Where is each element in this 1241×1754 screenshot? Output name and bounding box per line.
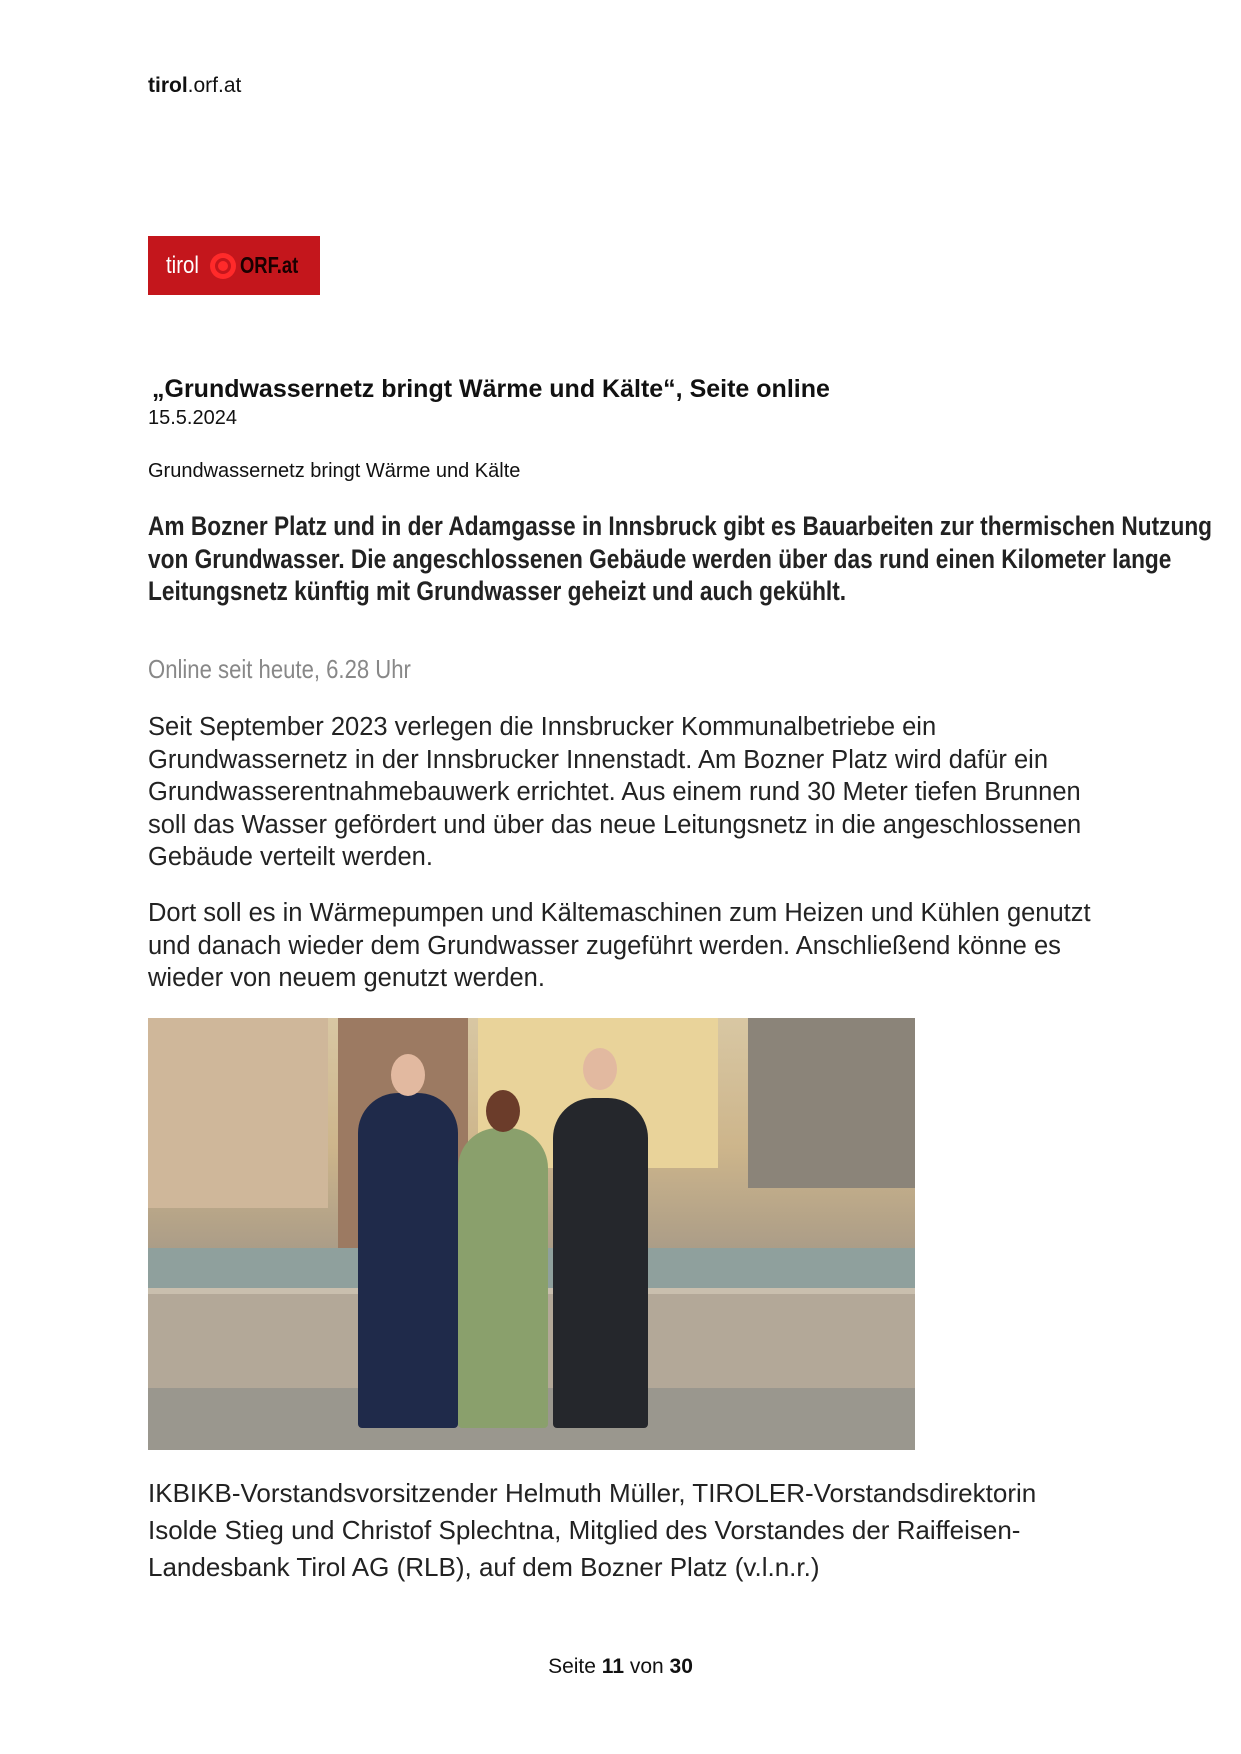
body-paragraph: Dort soll es in Wärmepumpen und Kältemaschinen zum Heizen und Kühlen genutzt und danach wieder dem Grundwasser zugeführt werden. Anschließend könne es wieder von neuem genutzt werden. bbox=[148, 899, 1091, 992]
article-photo bbox=[148, 1018, 915, 1450]
footer-prefix: Seite bbox=[548, 1655, 596, 1678]
article-lead: Am Bozner Platz und in der Adamgasse in Innsbruck gibt es Bauarbeiten zur thermischen Nutzung von Grundwasser. Die angeschlossenen Gebäude werden über das rund einen Kilometer lange Leitungsnetz künftig mit Grundwasser geheizt und auch gekühlt. bbox=[148, 511, 1213, 606]
footer-middle: von bbox=[629, 1655, 664, 1678]
logo-right-text: ORF.at bbox=[240, 252, 299, 278]
logo-left-text: tirol bbox=[166, 251, 199, 279]
orf-ring-icon bbox=[210, 253, 236, 279]
article-heading: „Grundwassernetz bringt Wärme und Kälte“, Seite online bbox=[152, 375, 830, 403]
article-date: 15.5.2024 bbox=[148, 407, 237, 429]
online-since: Online seit heute, 6.28 Uhr bbox=[148, 654, 411, 684]
page-footer bbox=[0, 1655, 1241, 1679]
site-name bbox=[148, 74, 241, 98]
current-page: 11 bbox=[601, 1655, 624, 1678]
photo-caption: IKBIKB-Vorstandsvorsitzender Helmuth Müller, TIROLER-Vorstandsdirektorin Isolde Stieg und Christof Splechtna, Mitglied des Vorstandes der Raiffeisen-Landesbank Tirol AG (RLB), auf dem Bozner Platz (v.l.n.r.) bbox=[148, 1478, 1037, 1582]
body-paragraph: Seit September 2023 verlegen die Innsbrucker Kommunalbetriebe ein Grundwassernetz in der Innsbrucker Innenstadt. Am Bozner Platz wird dafür ein Grundwasserentnahmebauwerk errichtet. Aus einem rund 30 Meter tiefen Brunnen soll das Wasser gefördert und über das neue Leitungsnetz in die angeschlossenen Gebäude verteilt werden. bbox=[148, 713, 1082, 871]
orf-logo bbox=[148, 236, 320, 295]
article-subtitle: Grundwassernetz bringt Wärme und Kälte bbox=[148, 460, 521, 482]
site-name-bold: tirol bbox=[148, 74, 188, 97]
site-name-rest: .orf.at bbox=[187, 74, 242, 97]
total-pages: 30 bbox=[669, 1655, 693, 1678]
